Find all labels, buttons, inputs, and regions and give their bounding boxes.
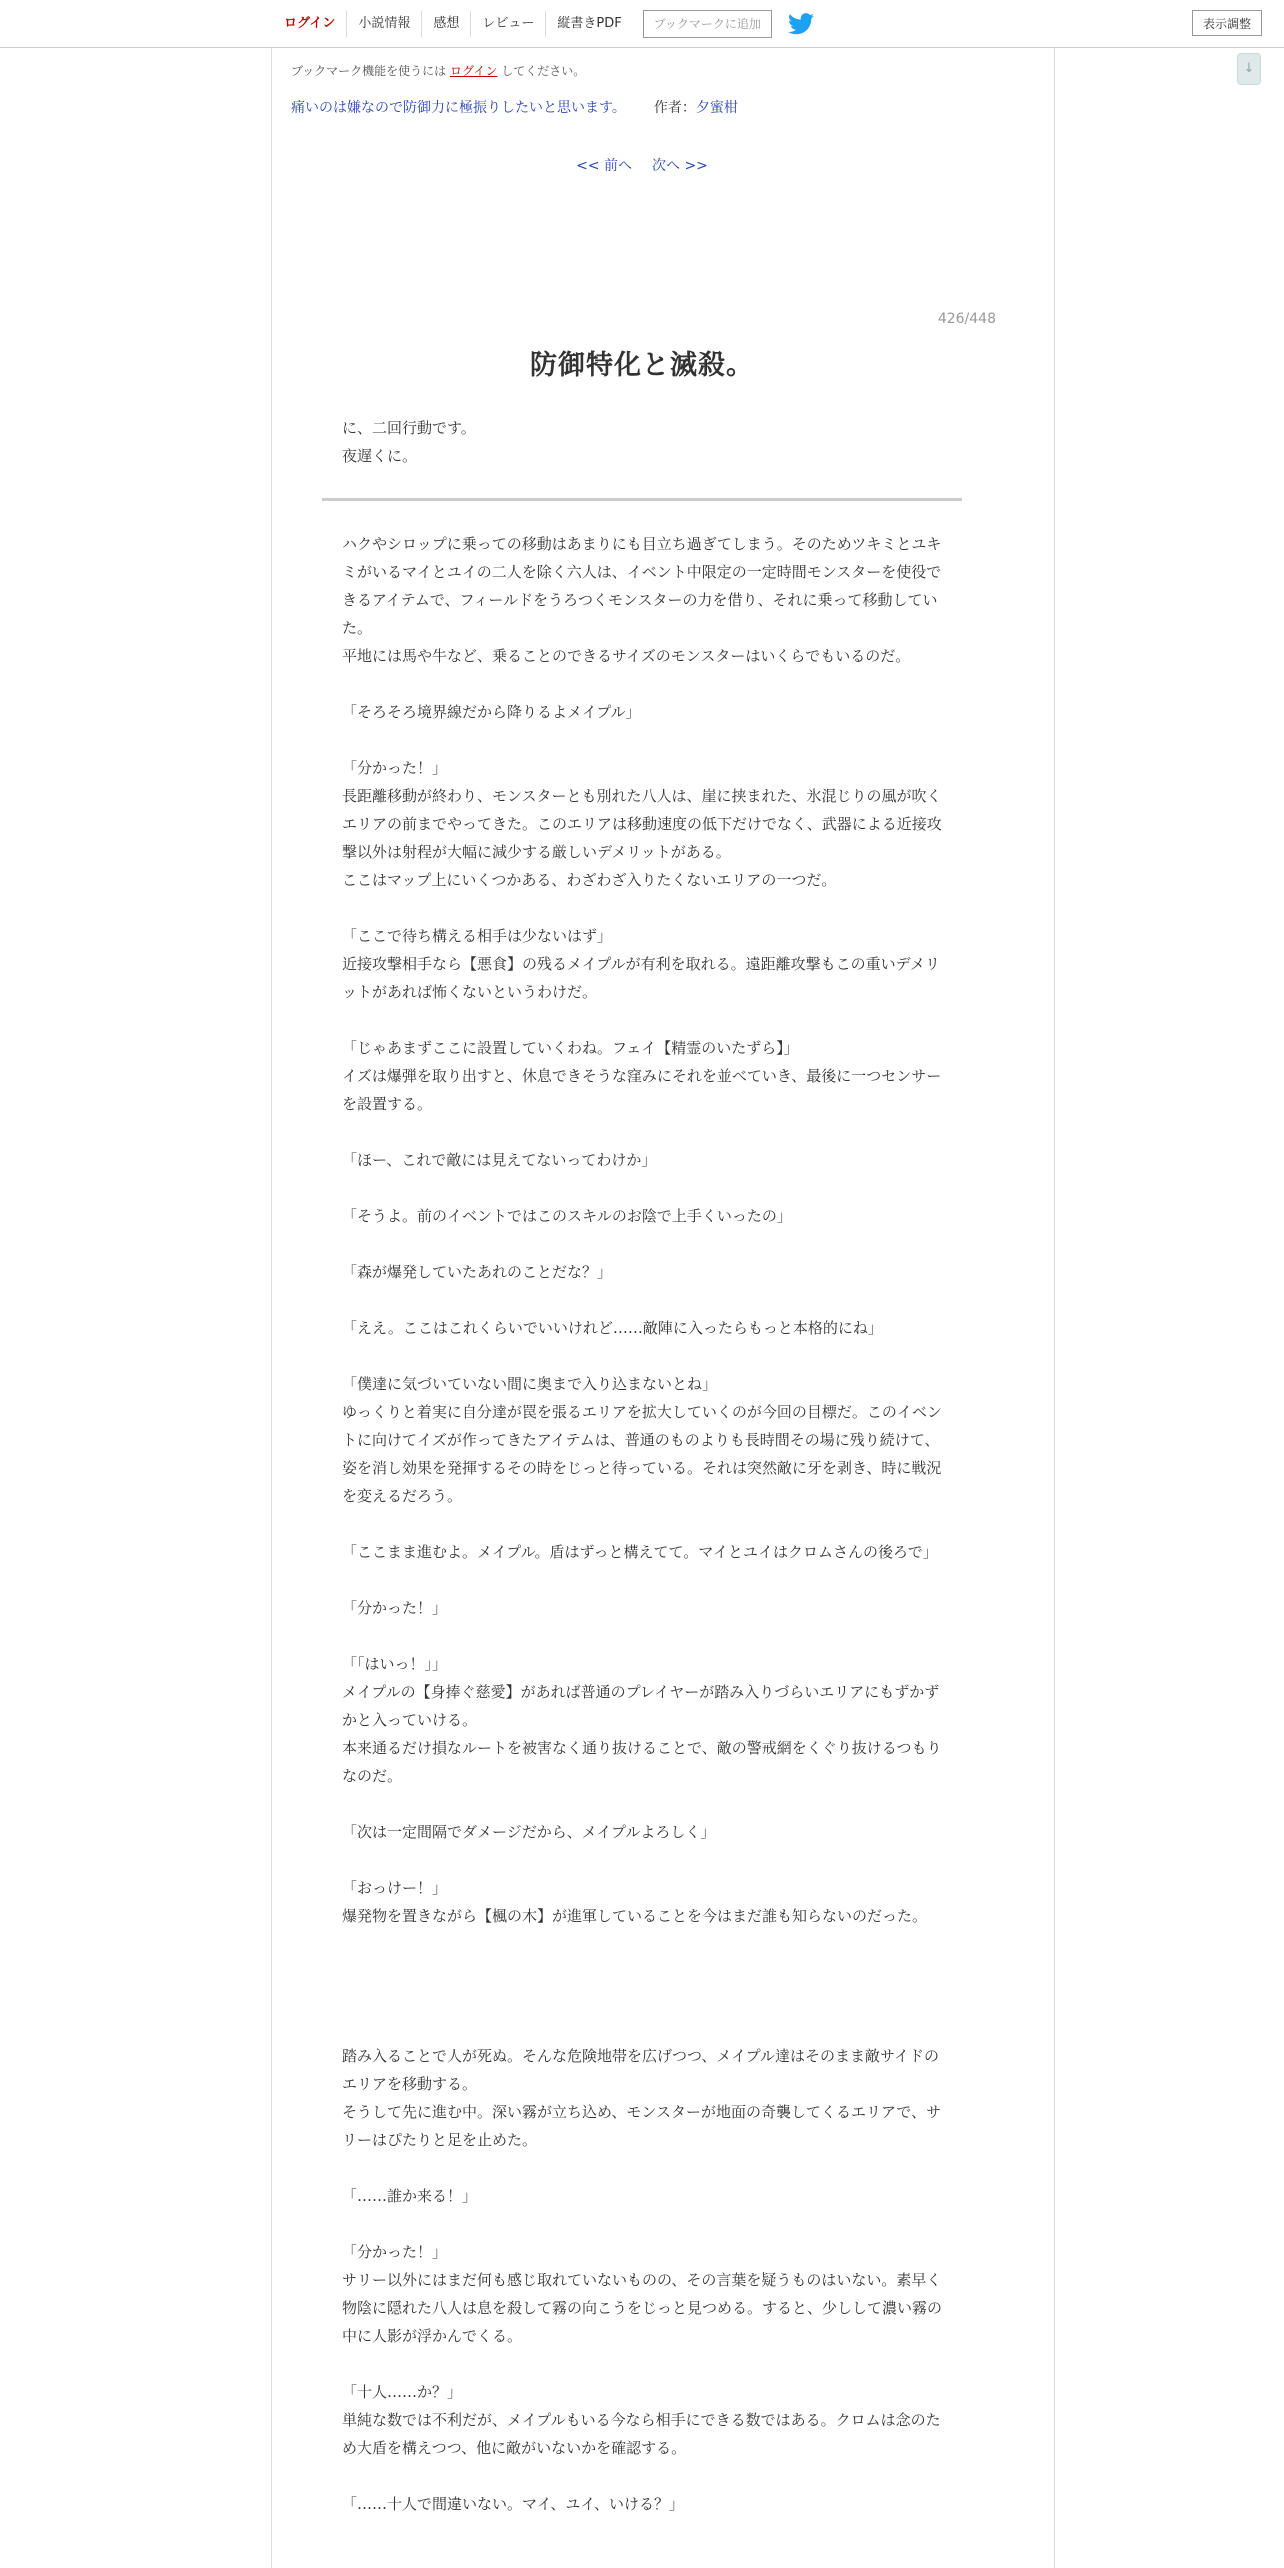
body-paragraph: 平地には馬や牛など、乗ることのできるサイズのモンスターはいくらでもいるのだ。 <box>342 647 911 665</box>
pager <box>0 155 1284 175</box>
body-paragraph <box>342 1622 942 1650</box>
body-paragraph: 踏み入ることで人が死ぬ。そんな危険地帯を広げつつ、メイプル達はそのまま敵サイドのエリアを移動する。 <box>342 2047 940 2093</box>
body-paragraph: 「分かった！」 <box>342 2243 448 2261</box>
preface-line: 夜遅くに。 <box>342 447 418 465</box>
body-paragraph: 「……誰か来る！」 <box>342 2187 478 2205</box>
body-paragraph: 「ここまま進むよ。メイプル。盾はずっと構えてて。マイとユイはクロムさんの後ろで」 <box>342 1543 938 1561</box>
impressions-link[interactable]: 感想 <box>422 11 471 37</box>
body-paragraph: 「僕達に気づいていない間に奥まで入り込まないとね」 <box>342 1375 718 1393</box>
body-paragraph <box>342 2462 942 2490</box>
body-paragraph: 「十人……か？」 <box>342 2383 463 2401</box>
body-paragraph <box>342 1986 942 2014</box>
body-paragraph <box>342 1006 942 1034</box>
body-paragraph: 爆発物を置きながら【楓の木】が進軍していることを今はまだ誰も知らないのだった。 <box>342 1907 928 1925</box>
scroll-down-button[interactable]: ↓ <box>1237 53 1261 85</box>
body-paragraph: 「分かった！」 <box>342 759 448 777</box>
body-paragraph: イズは爆弾を取り出すと、休息できそうな窪みにそれを並べていき、最後に一つセンサーを設置する。 <box>342 1067 942 1113</box>
body-paragraph <box>342 1230 942 1258</box>
body-paragraph <box>342 1566 942 1594</box>
body-paragraph: 「分かった！」 <box>342 1599 448 1617</box>
vertical-pdf-link[interactable]: 縦書きPDF <box>557 15 622 31</box>
body-paragraph <box>342 1790 942 1818</box>
review-link[interactable]: レビュー <box>471 11 546 37</box>
body-paragraph: 「森が爆発していたあれのことだな？」 <box>342 1263 613 1281</box>
header-bar <box>0 0 1284 48</box>
body-paragraph: 単純な数では不利だが、メイプルもいる今なら相手にできる数ではある。クロムは念のため大盾を構えつつ、他に敵がいないかを確認する。 <box>342 2411 941 2457</box>
body-paragraph: 「おっけー！」 <box>342 1879 448 1897</box>
body-paragraph: サリー以外にはまだ何も感じ取れていないものの、その言葉を疑うものはいない。素早く物陰に隠れた八人は息を殺して霧の向こうをじっと見つめる。すると、少しして濃い霧の中に人影が浮かんでくる。 <box>342 2271 943 2345</box>
body-paragraph: 長距離移動が終わり、モンスターとも別れた八人は、崖に挟まれた、氷混じりの風が吹くエリアの前までやってきた。このエリアは移動速度の低下だけでなく、武器による近接攻撃以外は射程が大幅に減少する厳しいデメリットがある。 <box>342 787 942 861</box>
body-paragraph <box>342 2210 942 2238</box>
body-paragraph: 「ここで待ち構える相手は少ないはず」 <box>342 927 613 945</box>
preface-line: に、二回行動です。 <box>342 419 476 437</box>
body-paragraph <box>342 2154 942 2182</box>
bookmark-notice <box>291 62 585 79</box>
prev-page-link[interactable]: << 前へ <box>576 158 632 174</box>
body-paragraph <box>342 670 942 698</box>
body-paragraph <box>342 2350 942 2378</box>
body-paragraph <box>342 1510 942 1538</box>
chapter-body <box>342 530 942 2518</box>
body-paragraph: 「そうよ。前のイベントではこのスキルのお陰で上手くいったの」 <box>342 1207 792 1225</box>
body-paragraph: ここはマップ上にいくつかある、わざわざ入りたくないエリアの一つだ。 <box>342 871 837 889</box>
body-paragraph: メイプルの【身捧ぐ慈愛】があれば普通のプレイヤーが踏み入りづらいエリアにもずかずかと入っていける。 <box>342 1683 940 1729</box>
body-paragraph: そうして先に進む中。深い霧が立ち込め、モンスターが地面の奇襲してくるエリアで、サリーはぴたりと足を止めた。 <box>342 2103 942 2149</box>
body-paragraph: 「ほー、これで敵には見えてないってわけか」 <box>342 1151 657 1169</box>
body-paragraph: 「そろそろ境界線だから降りるよメイプル」 <box>342 703 641 721</box>
chapter-title: 防御特化と滅殺。 <box>530 350 754 381</box>
main-menu <box>273 0 814 47</box>
body-paragraph: 「「はいっ！」」 <box>342 1655 448 1673</box>
chapter-counter: 426/448 <box>937 311 996 327</box>
body-paragraph: 「ええ。ここはこれくらいでいいけれど……敵陣に入ったらもっと本格的にね」 <box>342 1319 883 1337</box>
body-paragraph: 「じゃあまずここに設置していくわね。フェイ【精霊のいたずら】」 <box>342 1039 799 1057</box>
body-paragraph <box>342 1846 942 1874</box>
chapter-preface <box>342 414 942 470</box>
body-paragraph <box>342 1286 942 1314</box>
body-paragraph <box>342 894 942 922</box>
body-paragraph <box>342 1342 942 1370</box>
login-link[interactable]: ログイン <box>273 11 347 37</box>
body-paragraph <box>342 1958 942 1986</box>
body-paragraph: ハクやシロップに乗っての移動はあまりにも目立ち過ぎてしまう。そのためツキミとユキミがいるマイとユイの二人を除く六人は、イベント中限定の一定時間モンスターを使役できるアイテムで、フィールドをうろつくモンスターの力を借り、それに乗って移動していた。 <box>342 535 942 637</box>
author-link[interactable]: 夕蜜柑 <box>695 100 738 116</box>
notice-login-link[interactable]: ログイン <box>449 64 498 78</box>
author-label: 作者： <box>653 100 696 116</box>
body-paragraph: ゆっくりと着実に自分達が罠を張るエリアを拡大していくのが今回の目標だ。このイベントに向けてイズが作ってきたアイテムは、普通のものよりも長時間その場に残り続けて、姿を消し効果を発揮するその時をじっと待っている。それは突然敵に牙を剥き、時に戦況を変えるだろう。 <box>342 1403 942 1505</box>
twitter-icon[interactable] <box>788 13 814 35</box>
novel-title-line <box>291 97 738 117</box>
next-page-link[interactable]: 次へ >> <box>652 158 708 174</box>
bookmark-notice-before: ブックマーク機能を使うには <box>291 64 450 78</box>
body-paragraph <box>342 1930 942 1958</box>
body-paragraph <box>342 2014 942 2042</box>
body-paragraph: 「……十人で間違いない。マイ、ユイ、いける？」 <box>342 2495 685 2513</box>
body-paragraph <box>342 1118 942 1146</box>
body-paragraph: 本来通るだけ損なルートを被害なく通り抜けることで、敵の警戒網をくぐり抜けるつもりなのだ。 <box>342 1739 942 1785</box>
novel-info-link[interactable]: 小説情報 <box>347 11 422 37</box>
preface-divider <box>322 498 962 501</box>
body-paragraph: 「次は一定間隔でダメージだから、メイプルよろしく」 <box>342 1823 716 1841</box>
body-paragraph: 近接攻撃相手なら【悪食】の残るメイプルが有利を取れる。遠距離攻撃もこの重いデメリットがあれば怖くないというわけだ。 <box>342 955 941 1001</box>
bookmark-notice-after: してください。 <box>497 64 586 78</box>
body-paragraph <box>342 1174 942 1202</box>
novel-title-link[interactable]: 痛いのは嫌なので防御力に極振りしたいと思います。 <box>291 100 626 116</box>
body-paragraph <box>342 726 942 754</box>
display-settings-button[interactable]: 表示調整 <box>1192 10 1262 36</box>
add-bookmark-button[interactable]: ブックマークに追加 <box>643 10 772 38</box>
